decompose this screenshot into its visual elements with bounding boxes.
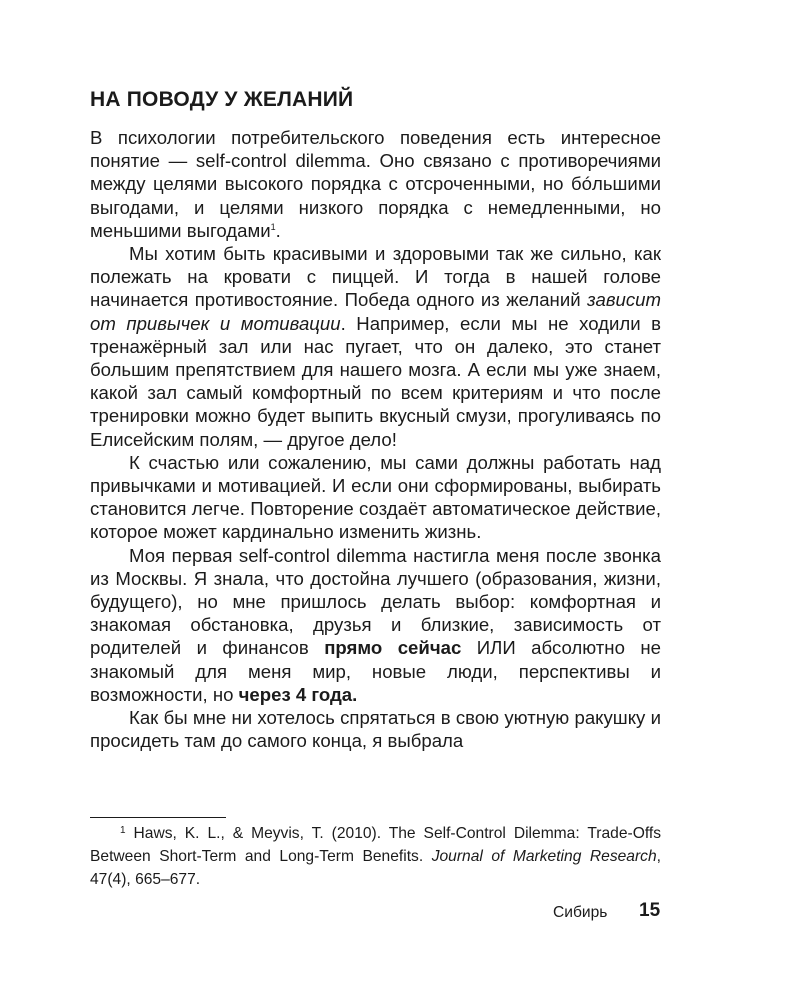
paragraph-1 [90, 126, 661, 242]
footnote-marker [90, 825, 126, 842]
footnote-reference[interactable]: 1 [270, 221, 276, 232]
running-head: Сибирь [553, 904, 608, 921]
paragraph-2-text-end: . Например, если мы не ходили в тренажёрный зал или нас пугает, что он далеко, это станет большим препятствием для нашего мозга. А если мы уже знаем, какой зал самый комфортный по всем критериям и что после тренировки можно будет выпить вкусный смузи, прогуливаясь по Елисейским полям, — другое дело! [90, 312, 661, 450]
paragraph-3: К счастью или сожалению, мы сами должны работать над привычками и мотивацией. И если они сформированы, выбирать становится легче. Повторение создаёт автоматическое действие, которое может кардинально изменить жизнь. [90, 451, 661, 543]
paragraph-4-text-start: Моя первая self-control dilemma настигла меня после звонка из Москвы. Я знала, что достойна лучшего (образования, жизни, будущего), но мне пришлось делать выбор: комфортная и знакомая обстановка, друзья и близкие, зависимость от родителей и финансов [90, 544, 661, 659]
paragraph-2-emphasis: зависит от привычек и мотивации [90, 289, 661, 334]
footnote-citation-end: , 47(4), 665–677. [90, 848, 661, 888]
paragraph-4-bold-later: через 4 года. [238, 683, 358, 705]
footnote-citation: Haws, K. L., & Meyvis, T. (2010). The Self-Control Dilemma: Trade-Offs Between Short-Term and Long-Term Benefits. [90, 825, 661, 865]
page-number: 15 [639, 900, 661, 921]
paragraph-4-text-middle: ИЛИ абсолютно не знакомый для меня мир, новые люди, перспективы и возможности, но [90, 637, 661, 705]
paragraph-4-bold-now: прямо сейчас [324, 637, 462, 659]
footnote-number: 1 [120, 825, 126, 836]
footnote [90, 822, 661, 891]
body-text [90, 126, 661, 752]
paragraph-1-text: В психологии потребительского поведения есть интересное понятие — self-control dilemma. Оно связано с противоречиями между целями высокого порядка с отсроченными, но бóльшими выгодами, и целями низкого порядка с немедленными, но меньшими выгодами [90, 127, 661, 241]
footnote-journal: Journal of Marketing Research [431, 848, 657, 865]
paragraph-1-end: . [275, 219, 281, 241]
section-title: НА ПОВОДУ У ЖЕЛАНИЙ [90, 88, 354, 111]
footnote-divider [90, 817, 226, 818]
paragraph-5: Как бы мне ни хотелось спрятаться в свою уютную ракушку и просидеть там до самого конца, я выбрала [90, 707, 661, 752]
paragraph-2-text-start: Мы хотим быть красивыми и здоровыми так же сильно, как полежать на кровати с пиццей. И тогда в нашей голове начинается противостояние. Победа одного из желаний [90, 243, 661, 311]
paragraph-4 [90, 544, 661, 706]
paragraph-2 [90, 242, 661, 451]
